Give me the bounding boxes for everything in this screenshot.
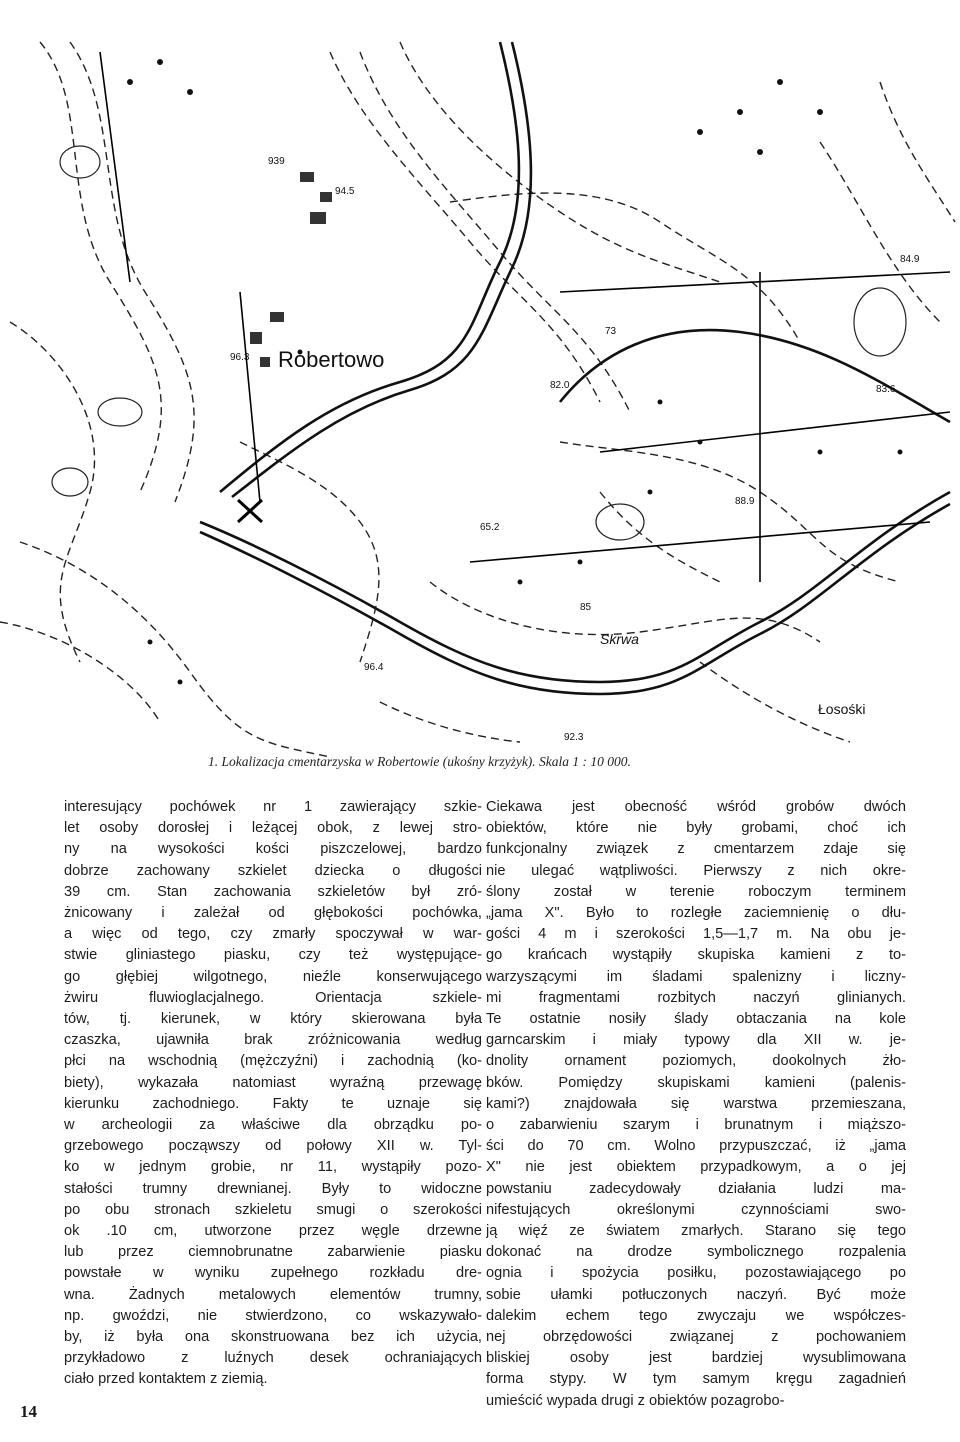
text-line: forma stypy. W tym samym kręgu zagadnień — [486, 1371, 906, 1388]
height-label: 82.0 — [550, 380, 570, 391]
left-text-column — [64, 797, 482, 1391]
text-line: po obu stronach szkieletu smugi o szerokości — [64, 1201, 482, 1218]
text-line: bków. Pomiędzy skupiskami kamieni (palenis- — [486, 1074, 906, 1091]
text-line: stałości trumny drewnianej. Były to widoczne — [64, 1180, 482, 1197]
height-label: 96.4 — [364, 662, 384, 673]
page-number: 14 — [20, 1402, 37, 1421]
text-line: ny na wysokości kości piszczelowej, bardzo — [64, 841, 482, 858]
text-line: nie ulegać wątpliwości. Pierwszy z nich okre- — [486, 862, 906, 879]
text-line: kami?) znajdowała się warstwa przemieszana, — [486, 1095, 906, 1112]
height-label: 94.5 — [335, 186, 355, 197]
height-label: 83.6 — [876, 384, 896, 395]
text-line: wna. Żadnych metalowych elementów trumny, — [64, 1286, 482, 1303]
text-line: funkcjonalny związek z cmentarzem zdaje się — [486, 841, 906, 858]
text-line: nifestujących określonymi czynnościami swo- — [486, 1201, 906, 1218]
text-line: grzebowego począwszy od połowy XII w. Tyl- — [64, 1138, 482, 1155]
text-line: tów, tj. kierunek, w który skierowana była — [64, 1011, 482, 1028]
text-line: Ciekawa jest obecność wśród grobów dwóch — [486, 799, 906, 815]
map-label-village: Robertowo — [278, 347, 385, 372]
text-line: kierunku zachodniego. Fakty te uznaje się — [64, 1095, 482, 1112]
height-label: 85 — [580, 602, 592, 613]
text-line: obiektów, które nie były grobami, choć ich — [486, 820, 906, 837]
text-line: lub przez ciemnobrunatne zabarwienie piasku — [64, 1244, 482, 1261]
height-label: 88.9 — [735, 496, 755, 507]
height-label: 84.9 — [900, 254, 920, 265]
text-line: dalekim echem tego zwyczaju we współczes- — [486, 1307, 906, 1324]
text-line: go krańcach wystąpiły skupiska kamieni z to- — [486, 947, 906, 964]
text-line: ognia i spożycia posiłku, pozostawiającego po — [486, 1265, 906, 1282]
text-line: by, iż była ona skonstruowana bez ich użycia, — [64, 1329, 482, 1346]
text-line: 39 cm. Stan zachowania szkieletów był zró- — [64, 883, 482, 900]
height-label: 65.2 — [480, 522, 500, 533]
text-line: ją więź ze światem zmarłych. Starano się tego — [486, 1223, 906, 1240]
text-line: „jama X". Było to rozległe zaciemnienię o dłu- — [486, 905, 906, 922]
text-line: ciało przed kontaktem z ziemią. — [64, 1371, 268, 1388]
text-line: X" nie jest obiektem przypadkowym, a o jej — [486, 1159, 906, 1176]
text-line: żnicowany i zależał od głębokości pochówka, — [64, 905, 482, 922]
text-line: go głębiej wilgotnego, nieźle konserwującego — [64, 968, 482, 985]
text-line: czaszka, ujawniła brak zróżnicowania według — [64, 1032, 482, 1049]
text-line: o zabarwieniu szarym i brunatnym i miąższo- — [486, 1117, 906, 1134]
text-line: ko w jednym grobie, nr 11, wystąpiły pozo- — [64, 1159, 482, 1176]
height-label: 939 — [268, 156, 285, 167]
map-label-place: Łosośki — [818, 701, 866, 717]
text-line: gości 4 m i szerokości 1,5—1,7 m. Na obu je- — [486, 926, 906, 943]
text-line: powstaniu zadecydowały działania ludzi ma- — [486, 1180, 906, 1197]
text-line: umieścić wypada drugi z obiektów pozagrobo- — [486, 1392, 785, 1409]
text-line: mi fragmentami rozbitych naczyń glinianych. — [486, 989, 906, 1006]
text-line: sobie ułamki potłuczonych naczyń. Być może — [486, 1286, 906, 1303]
text-line: nej obrzędowości związanej z pochowaniem — [486, 1329, 906, 1346]
text-line: dnolity ornament poziomych, dookolnych żło- — [486, 1053, 906, 1070]
height-label: 96.3 — [230, 352, 250, 363]
text-line: let osoby dorosłej i leżącej obok, z lewej stro- — [64, 820, 482, 837]
text-line: biety), wykazała natomiast wyraźną przewagę — [64, 1074, 482, 1091]
figure-caption: 1. Lokalizacja cmentarzyska w Robertowie (ukośny krzyżyk). Skala 1 : 10 000. — [208, 754, 631, 769]
text-line: bliskiej osoby jest bardziej wysublimowana — [486, 1350, 906, 1367]
text-line: interesujący pochówek nr 1 zawierający szkie- — [64, 799, 482, 815]
text-line: ślony został w terenie roboczym terminem — [486, 883, 906, 900]
map-label-river: Skrwa — [600, 631, 639, 647]
text-line: stwie gliniastego piasku, czy też występujące- — [64, 947, 482, 964]
text-line: np. gwoździ, nie stwierdzono, co wskazywało- — [64, 1307, 482, 1324]
text-line: a więc od tego, czy zmarły spoczywał w war- — [64, 926, 482, 943]
text-line: w archeologii za właściwe dla obrządku po- — [64, 1117, 482, 1134]
text-line: Te ostatnie nosiły ślady obtaczania na kole — [486, 1011, 906, 1028]
topographic-map — [0, 22, 960, 762]
height-label: 92.3 — [564, 732, 584, 743]
text-line: dobrze zachowany szkielet dziecka o długości — [64, 862, 482, 879]
right-text-column — [486, 797, 906, 1412]
text-line: dokonać na drodze symbolicznego rozpalenia — [486, 1244, 906, 1261]
text-line: przykładowo z luźnych desek ochraniających — [64, 1350, 482, 1367]
text-line: powstałe w wyniku zupełnego rozkładu dre- — [64, 1265, 482, 1282]
height-label: 73 — [605, 326, 617, 337]
text-line: ści do 70 cm. Wolno przypuszczać, iż „jama — [486, 1138, 906, 1155]
text-line: warzyszącymi im śladami spalenizny i liczny- — [486, 968, 906, 985]
text-line: garncarskim i miały typowy dla XII w. je- — [486, 1032, 906, 1049]
text-line: ok .10 cm, utworzone przez węgle drzewne — [64, 1223, 482, 1240]
text-line: żwiru fluwioglacjalnego. Orientacja szkiele- — [64, 989, 482, 1006]
text-line: płci na wschodnią (mężczyźni) i zachodnią (ko- — [64, 1053, 482, 1070]
